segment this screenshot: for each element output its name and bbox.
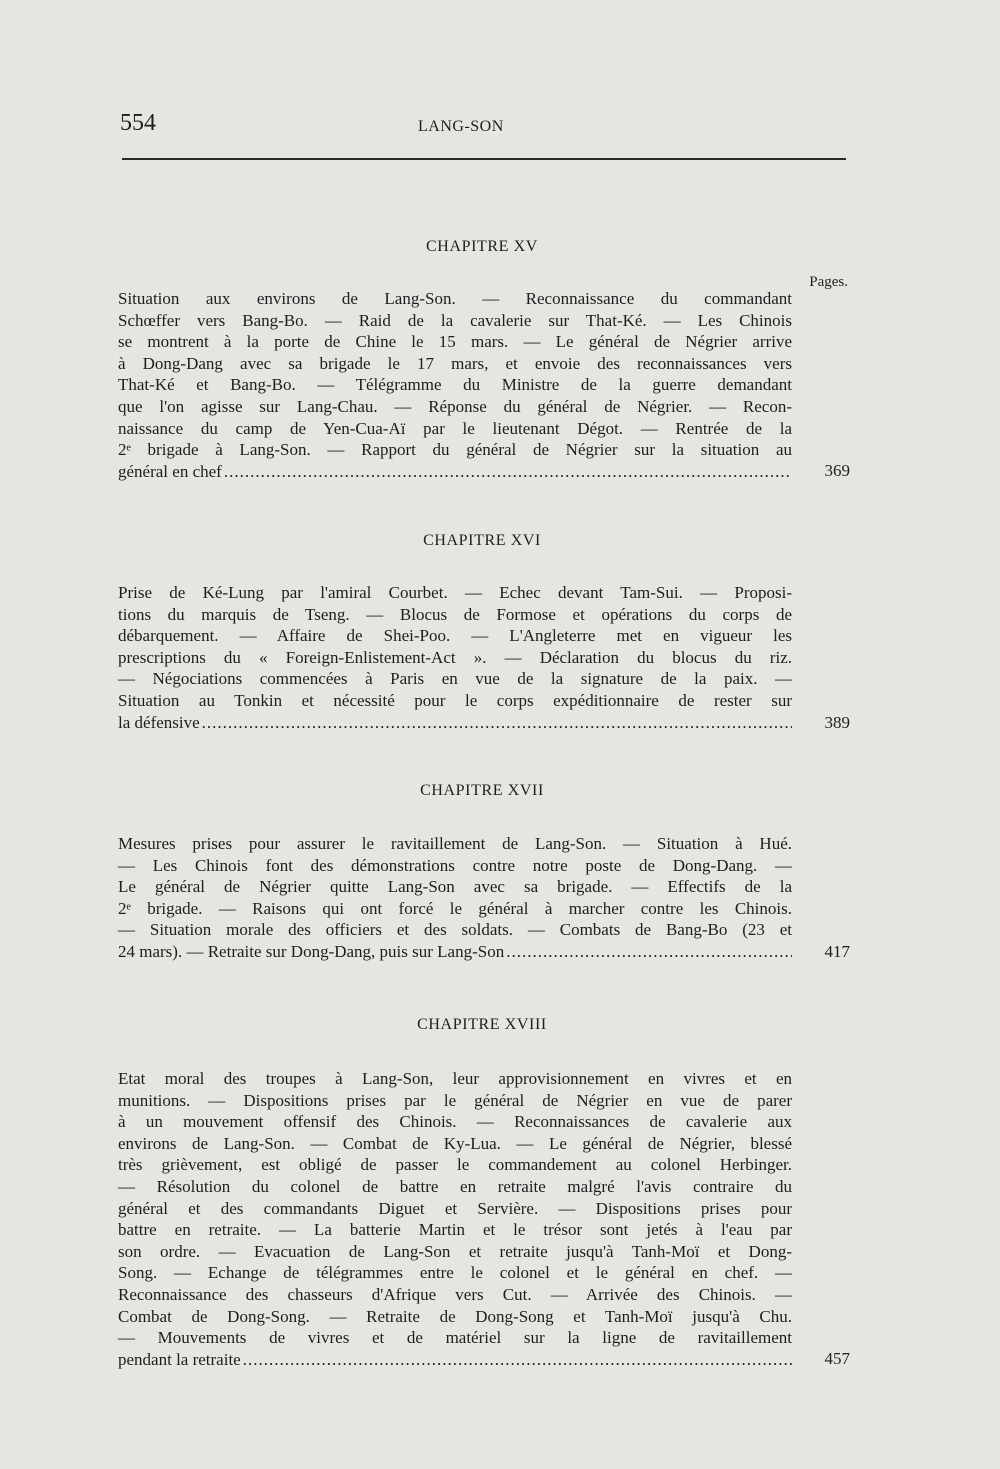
summary-line: Song. — Echange de télégrammes entre le colonel et le général en chef. —	[118, 1263, 792, 1283]
summary-line	[118, 941, 792, 963]
summary-line: naissance du camp de Yen-Cua-Aï par le lieutenant Dégot. — Rentrée de la	[118, 418, 792, 438]
summary-line: très grièvement, est obligé de passer le commandement au colonel Herbinger.	[118, 1155, 792, 1175]
summary-line: munitions. — Dispositions prises par le général de Négrier en vue de parer	[118, 1090, 792, 1110]
summary-line-text: général en chef	[118, 461, 222, 481]
summary-line: que l'on agisse sur Lang-Chau. — Réponse du général de Négrier. — Recon-	[118, 396, 792, 416]
summary-line: 2ᵉ brigade. — Raisons qui ont forcé le général à marcher contre les Chinois.	[118, 898, 792, 918]
page-reference: 417	[824, 942, 850, 961]
summary-line-text: la défensive	[118, 712, 200, 732]
summary-line: à Dong-Dang avec sa brigade le 17 mars, et envoie des reconnaissances vers	[118, 353, 792, 373]
chapter-title: CHAPITRE XVIII	[417, 1016, 547, 1033]
summary-line: 2ᵉ brigade à Lang-Son. — Rapport du général de Négrier sur la situation au	[118, 440, 792, 460]
summary-line: Prise de Ké-Lung par l'amiral Courbet. — Echec devant Tam-Sui. — Proposi-	[118, 583, 792, 602]
summary-line: son ordre. — Evacuation de Lang-Son et retraite jusqu'à Tanh-Moï et Dong-	[118, 1241, 792, 1261]
summary-line: Reconnaissance des chasseurs d'Afrique vers Cut. — Arrivée des Chinois. —	[118, 1284, 792, 1304]
header-rule	[122, 158, 846, 160]
dot-leader	[243, 1349, 792, 1371]
summary-line: environs de Lang-Son. — Combat de Ky-Lua. — Le général de Négrier, blessé	[118, 1133, 792, 1153]
chapter-title: CHAPITRE XVII	[420, 782, 544, 799]
page-header	[118, 110, 846, 150]
chapter-title: CHAPITRE XVI	[423, 532, 541, 549]
page-reference: 457	[824, 1349, 850, 1368]
page-reference: 389	[824, 713, 850, 732]
pages-column-label: Pages.	[809, 274, 848, 290]
chapter-summary	[118, 833, 792, 963]
summary-line: prescriptions du « Foreign-Enlistement-Act ». — Déclaration du blocus du riz.	[118, 647, 792, 667]
summary-line: à un mouvement offensif des Chinois. — Reconnaissances de cavalerie aux	[118, 1112, 792, 1132]
summary-line: battre en retraite. — La batterie Martin et le trésor sont jetés à l'eau par	[118, 1220, 792, 1240]
summary-line: — Mouvements de vivres et de matériel sur la ligne de ravitaillement	[118, 1328, 792, 1348]
summary-line: général et des commandants Diguet et Servière. — Dispositions prises pour	[118, 1198, 792, 1218]
summary-line: — Situation morale des officiers et des soldats. — Combats de Bang-Bo (23 et	[118, 920, 792, 940]
chapter-title: CHAPITRE XV	[426, 238, 538, 255]
summary-line: Etat moral des troupes à Lang-Son, leur approvisionnement en vivres et en	[118, 1069, 792, 1088]
summary-line: Combat de Dong-Song. — Retraite de Dong-Song et Tanh-Moï jusqu'à Chu.	[118, 1306, 792, 1326]
chapter-summary	[118, 1068, 792, 1370]
dot-leader	[506, 941, 792, 963]
summary-line: débarquement. — Affaire de Shei-Poo. — L'Angleterre met en vigueur les	[118, 626, 792, 646]
running-title: LANG-SON	[418, 118, 504, 135]
summary-line	[118, 712, 792, 734]
chapter-summary	[118, 582, 792, 733]
summary-line: se montrent à la porte de Chine le 15 mars. — Le général de Négrier arrive	[118, 332, 792, 352]
chapter-summary	[118, 288, 792, 482]
summary-line: That-Ké et Bang-Bo. — Télégramme du Ministre de la guerre demandant	[118, 375, 792, 395]
summary-line: Le général de Négrier quitte Lang-Son avec sa brigade. — Effectifs de la	[118, 877, 792, 897]
summary-line: Situation aux environs de Lang-Son. — Reconnaissance du commandant	[118, 289, 792, 308]
page-number: 554	[120, 110, 156, 136]
page-reference: 369	[824, 461, 850, 480]
summary-line: — Les Chinois font des démonstrations contre notre poste de Dong-Dang. —	[118, 855, 792, 875]
summary-line: Situation au Tonkin et nécessité pour le corps expéditionnaire de rester sur	[118, 690, 792, 710]
summary-line: — Négociations commencées à Paris en vue de la signature de la paix. —	[118, 669, 792, 689]
summary-line	[118, 1349, 792, 1371]
summary-line	[118, 461, 792, 483]
summary-line: — Résolution du colonel de battre en retraite malgré l'avis contraire du	[118, 1176, 792, 1196]
summary-line-text: pendant la retraite	[118, 1349, 241, 1369]
summary-line: tions du marquis de Tseng. — Blocus de Formose et opérations du corps de	[118, 604, 792, 624]
dot-leader	[202, 712, 792, 734]
summary-line: Schœffer vers Bang-Bo. — Raid de la cavalerie sur That-Ké. — Les Chinois	[118, 310, 792, 330]
dot-leader	[224, 461, 792, 483]
summary-line-text: 24 mars). — Retraite sur Dong-Dang, puis sur Lang-Son	[118, 941, 505, 961]
summary-line: Mesures prises pour assurer le ravitaillement de Lang-Son. — Situation à Hué.	[118, 834, 792, 853]
